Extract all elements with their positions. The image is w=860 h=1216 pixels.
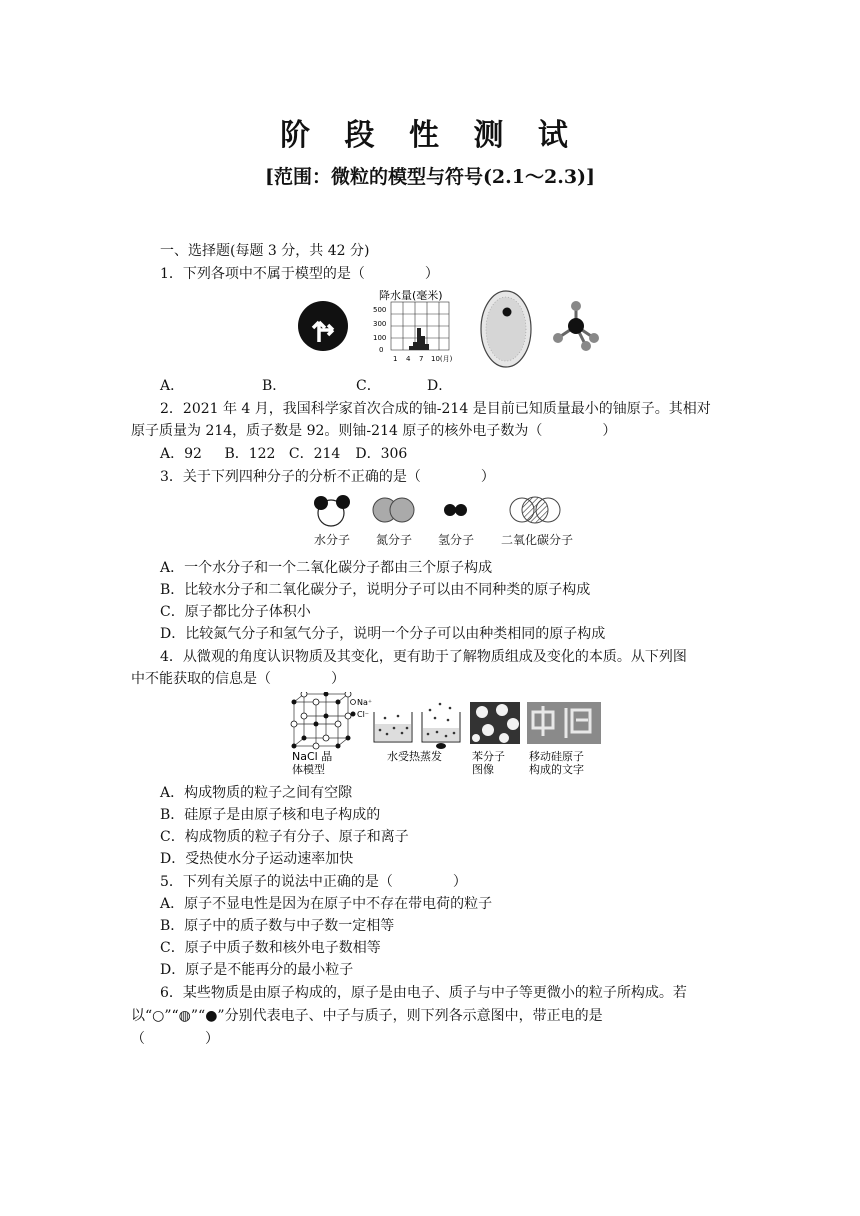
caption-si-2: 构成的文字 [529,763,584,776]
option-c[interactable]: C．原子中质子数和核外电子数相等 [160,940,381,956]
question-6-line-1: 6．某些物质是由原子构成的，原子是由电子、质子与中子等更微小的粒子所构成。若 [160,985,687,1001]
question-1: 1．下列各项中不属于模型的是（ ） [160,266,439,282]
label-co2: 二氧化碳分子 [501,533,574,547]
caption-benzene-2: 图像 [472,763,494,776]
cell-figure [478,288,534,370]
caption-si-1: 移动硅原子 [529,750,584,763]
label-water: 水分子 [314,533,351,547]
option-d[interactable]: D．原子是不能再分的最小粒子 [160,962,354,978]
x-tick: 10(月) [431,355,453,362]
question-6-line-3: （ ） [131,1031,219,1047]
option-c[interactable]: C． [356,378,381,394]
caption-water: 水受热蒸发 [387,750,442,763]
question-1-stem: 1．下列各项中不属于模型的是（ [160,266,365,282]
microscopic-figures [290,692,610,778]
option-a[interactable]: A．构成物质的粒子之间有空隙 [160,785,353,801]
option-d[interactable]: D．受热使水分子运动速率加快 [160,851,354,867]
label-nitrogen: 氮分子 [376,533,413,547]
y-tick: 500 [373,306,387,314]
x-tick: 4 [406,355,411,362]
label-na-ion: Na⁺ [357,698,373,707]
chart-ylabel: 降水量(毫米) [379,290,443,302]
option-b[interactable]: B．比较水分子和二氧化碳分子，说明分子可以由不同种类的原子构成 [160,582,591,598]
option-c[interactable]: C．原子都比分子体积小 [160,604,311,620]
label-hydrogen: 氢分子 [438,533,475,547]
option-a[interactable]: A． [160,378,185,394]
caption-nacl-2: 体模型 [292,763,325,776]
caption-nacl-1: NaCl 晶 [292,750,333,763]
question-5: 5．下列有关原子的说法中正确的是（ ） [160,874,467,890]
option-d[interactable]: D． [427,378,453,394]
caption-benzene-1: 苯分子 [472,750,505,763]
question-6-line-2: 以“○”“◍”“●”分别代表电子、中子与质子，则下列各示意图中，带正电的是 [131,1008,603,1024]
option-a[interactable]: A．92 [160,446,202,462]
option-b[interactable]: B． [262,378,287,394]
section-heading: 一、选择题(每题 3 分，共 42 分) [160,243,370,259]
option-a[interactable]: A．一个水分子和一个二氧化碳分子都由三个原子构成 [160,560,493,576]
x-tick: 7 [419,355,424,362]
page-title: 阶 段 性 测 试 [280,118,580,153]
traffic-sign-icon [297,300,349,352]
question-2-line-2: 原子质量为 214，质子数是 92。则铀-214 原子的核外电子数为（ ） [131,423,617,439]
question-4-line-1: 4．从微观的角度认识物质及其变化，更有助于了解物质组成及变化的本质。从下列图 [160,649,687,665]
molecule-model-icon [548,298,604,354]
option-b[interactable]: B．原子中的质子数与中子数一定相等 [160,918,395,934]
question-2-line-1: 2．2021 年 4 月，我国科学家首次合成的铀-214 是目前已知质量最小的铀原子。其相对 [160,401,711,417]
option-b[interactable]: B．122 [224,446,276,462]
molecules-figure [300,492,590,550]
x-tick: 1 [393,355,398,362]
label-cl-ion: Cl⁻ [357,710,370,719]
page-subtitle: [范围：微粒的模型与符号(2.1～2.3)] [264,166,596,188]
option-d[interactable]: D．比较氮气分子和氢气分子，说明一个分子可以由种类相同的原子构成 [160,626,606,642]
question-2-options [160,443,760,465]
option-d[interactable]: D．306 [355,446,408,462]
y-tick: 100 [373,334,387,342]
y-tick: 0 [379,346,384,354]
question-4-line-2: 中不能获取的信息是（ ） [131,671,345,687]
option-a[interactable]: A．原子不显电性是因为在原子中不存在带电荷的粒子 [160,896,493,912]
option-c[interactable]: C．214 [288,446,341,462]
option-b[interactable]: B．硅原子是由原子核和电子构成的 [160,807,381,823]
rainfall-chart-figure [373,290,458,362]
option-c[interactable]: C．构成物质的粒子有分子、原子和离子 [160,829,409,845]
question-3: 3．关于下列四种分子的分析不正确的是（ ） [160,469,495,485]
y-tick: 300 [373,320,387,328]
